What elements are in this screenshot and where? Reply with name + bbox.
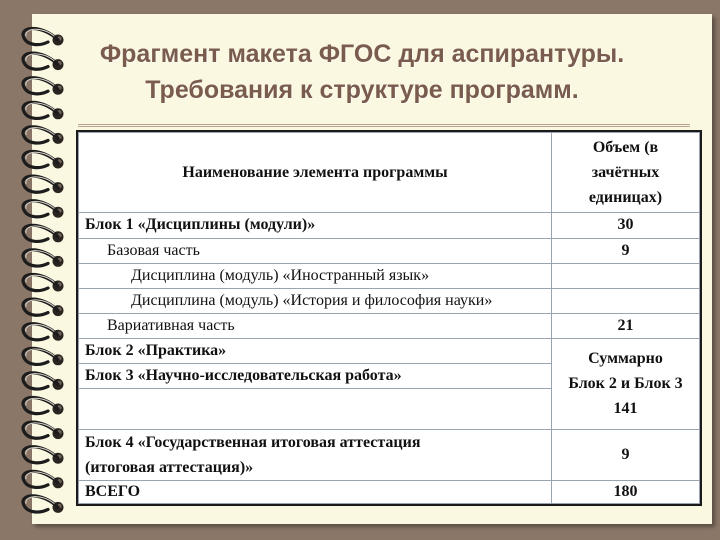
- merged-sum-line: Суммарно: [588, 350, 663, 368]
- empty-cell: [79, 389, 552, 429]
- row-label: Блок 2 «Практика»: [79, 339, 552, 364]
- row-label: Дисциплина (модуль) «История и философия науки»: [79, 288, 552, 313]
- header-volume-line: зачётных: [591, 164, 660, 182]
- binding-ring: [23, 471, 63, 488]
- row-label: Блок 1 «Дисциплины (модули)»: [79, 213, 552, 238]
- total-label: ВСЕГО: [79, 480, 552, 503]
- table-row-block4: [79, 429, 700, 480]
- title-line-1: Фрагмент макета ФГОС для аспирантуры.: [99, 40, 625, 68]
- title-line-2: Требования к структуре программ.: [145, 76, 579, 104]
- binding-ring: [23, 373, 63, 390]
- merged-sum-cell: [552, 339, 700, 429]
- binding-ring: [23, 447, 63, 464]
- divider-line: [78, 124, 690, 125]
- block4-value: 9: [552, 429, 700, 480]
- row-value: 21: [552, 313, 700, 338]
- binding-ring: [23, 225, 63, 242]
- header-volume-line: Объем (в: [592, 139, 659, 157]
- row-value: [552, 288, 700, 313]
- table-header-row: [79, 133, 700, 213]
- binding-ring: [23, 324, 63, 341]
- row-value: 30: [552, 213, 700, 238]
- binding-ring: [23, 127, 63, 144]
- merged-sum-line: Блок 2 и Блок 3: [568, 375, 683, 393]
- binding-ring: [23, 422, 63, 439]
- row-label: Блок 3 «Научно-исследовательская работа»: [79, 364, 552, 389]
- row-value: 9: [552, 238, 700, 263]
- binding-ring: [23, 299, 63, 316]
- binding-ring: [23, 275, 63, 292]
- binding-ring: [23, 398, 63, 415]
- header-volume: [552, 133, 700, 213]
- table-row: [79, 213, 700, 238]
- table-row-total: [79, 480, 700, 503]
- row-value: [552, 263, 700, 288]
- binding-ring: [23, 176, 63, 193]
- header-element-name: Наименование элемента программы: [79, 133, 552, 213]
- total-value: 180: [552, 480, 700, 503]
- binding-ring: [23, 250, 63, 267]
- row-label: Вариативная часть: [79, 313, 552, 338]
- slide-title: [32, 36, 692, 108]
- merged-sum-value: 141: [613, 400, 638, 418]
- binding-ring: [23, 201, 63, 218]
- divider-line: [78, 126, 690, 127]
- table-row: [79, 339, 700, 364]
- binding-ring: [23, 496, 63, 513]
- row-label: Базовая часть: [79, 238, 552, 263]
- binding-ring: [23, 348, 63, 365]
- binding-ring: [23, 152, 63, 169]
- row-label: Дисциплина (модуль) «Иностранный язык»: [79, 263, 552, 288]
- header-volume-line: единицах): [588, 189, 663, 207]
- table-row: [79, 263, 700, 288]
- table-row: [79, 313, 700, 338]
- block4-label: [79, 429, 552, 480]
- block4-line: (итоговая аттестация)»: [85, 458, 254, 476]
- table-row: [79, 288, 700, 313]
- table-row: [79, 238, 700, 263]
- structure-table: [76, 130, 702, 506]
- block4-line: Блок 4 «Государственная итоговая аттестация: [85, 433, 421, 451]
